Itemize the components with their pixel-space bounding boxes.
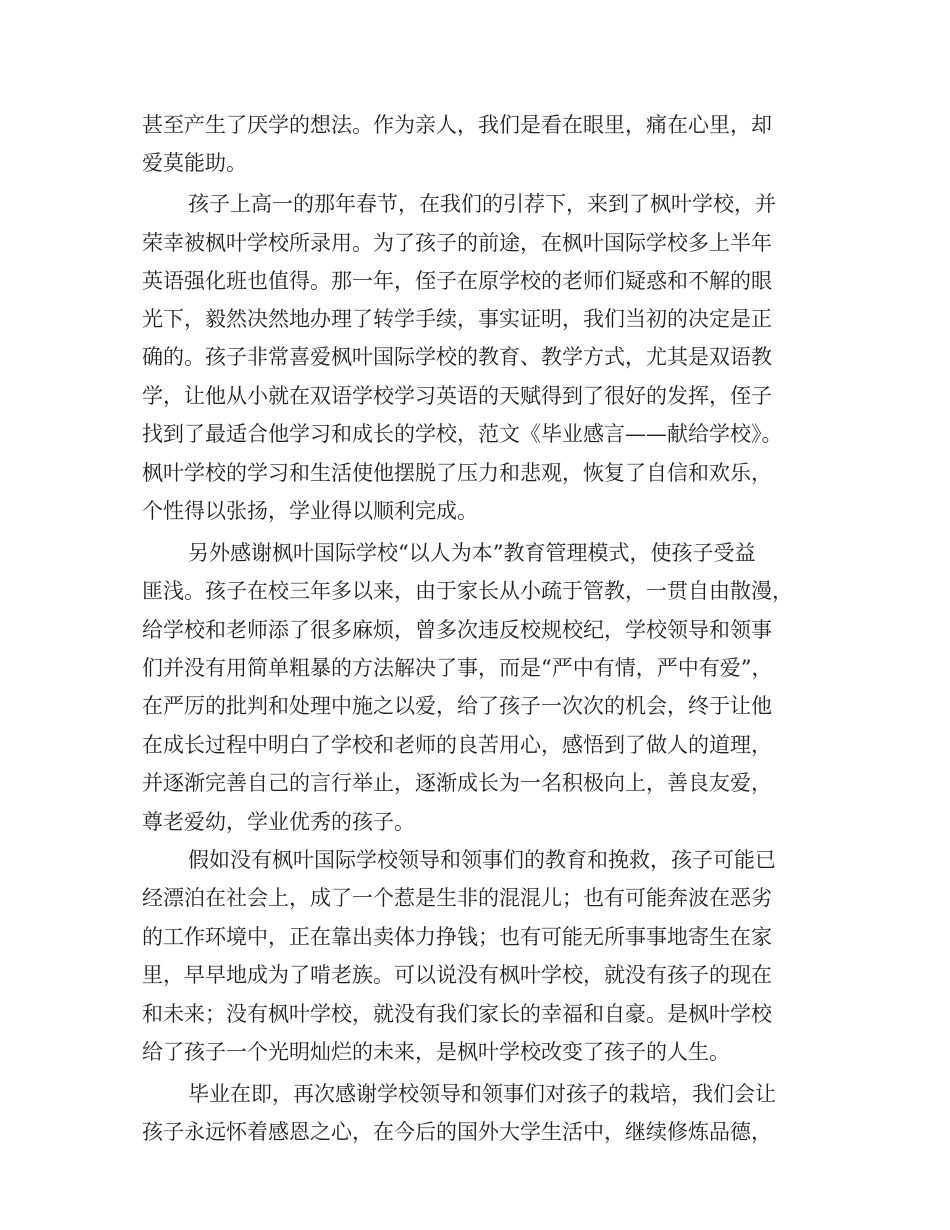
text-line: 荣幸被枫叶学校所录用。为了孩子的前途，在枫叶国际学校多上半年: [142, 231, 772, 255]
text-line: 给学校和老师添了很多麻烦，曾多次违反校规校纪，学校领导和领事: [142, 618, 772, 642]
text-line: 枫叶学校的学习和生活使他摆脱了压力和悲观，恢复了自信和欢乐，: [142, 461, 772, 485]
text-line: 找到了最适合他学习和成长的学校，范文《毕业感言——献给学校》。: [142, 422, 783, 446]
text-line: 假如没有枫叶国际学校领导和领事们的教育和挽救，孩子可能已: [188, 848, 776, 872]
text-line: 爱莫能助。: [142, 151, 247, 175]
text-line: 匪浅。孩子在校三年多以来，由于家长从小疏于管教，一贯自由散漫，: [142, 579, 793, 603]
text-line: 经漂泊在社会上，成了一个惹是生非的混混儿；也有可能奔波在恶劣: [142, 886, 772, 910]
text-line: 毕业在即，再次感谢学校领导和领事们对孩子的栽培，我们会让: [188, 1082, 776, 1106]
text-line: 里，早早地成为了啃老族。可以说没有枫叶学校，就没有孩子的现在: [142, 963, 772, 987]
text-line: 个性得以张扬，学业得以顺利完成。: [142, 499, 478, 523]
text-line: 在成长过程中明白了学校和老师的良苦用心，感悟到了做人的道理，: [142, 733, 772, 757]
text-line: 光下，毅然决然地办理了转学手续，事实证明，我们当初的决定是正: [142, 307, 772, 331]
text-line: 甚至产生了厌学的想法。作为亲人，我们是看在眼里，痛在心里，却: [142, 113, 772, 137]
text-line: 确的。孩子非常喜爱枫叶国际学校的教育、教学方式，尤其是双语教: [142, 345, 772, 369]
text-line: 和未来；没有枫叶学校，就没有我们家长的幸福和自豪。是枫叶学校: [142, 1002, 772, 1026]
text-line: 另外感谢枫叶国际学校“以人为本”教育管理模式，使孩子受益: [188, 541, 756, 565]
text-line: 给了孩子一个光明灿烂的未来，是枫叶学校改变了孩子的人生。: [142, 1040, 730, 1064]
text-line: 们并没有用简单粗暴的方法解决了事，而是“严中有情，严中有爱”，: [142, 656, 773, 680]
text-line: 学，让他从小就在双语学校学习英语的天赋得到了很好的发挥，侄子: [142, 384, 772, 408]
text-line: 孩子永远怀着感恩之心，在今后的国外大学生活中，继续修炼品德，: [142, 1120, 772, 1144]
text-line: 尊老爱幼，学业优秀的孩子。: [142, 810, 415, 834]
text-line: 孩子上高一的那年春节，在我们的引荐下，来到了枫叶学校，并: [188, 192, 776, 216]
text-line: 并逐渐完善自己的言行举止，逐渐成长为一名积极向上，善良友爱，: [142, 771, 772, 795]
text-line: 英语强化班也值得。那一年，侄子在原学校的老师们疑惑和不解的眼: [142, 269, 772, 293]
text-line: 的工作环境中，正在靠出卖体力挣钱；也有可能无所事事地寄生在家: [142, 925, 772, 949]
text-line: 在严厉的批判和处理中施之以爱，给了孩子一次次的机会，终于让他: [142, 694, 772, 718]
